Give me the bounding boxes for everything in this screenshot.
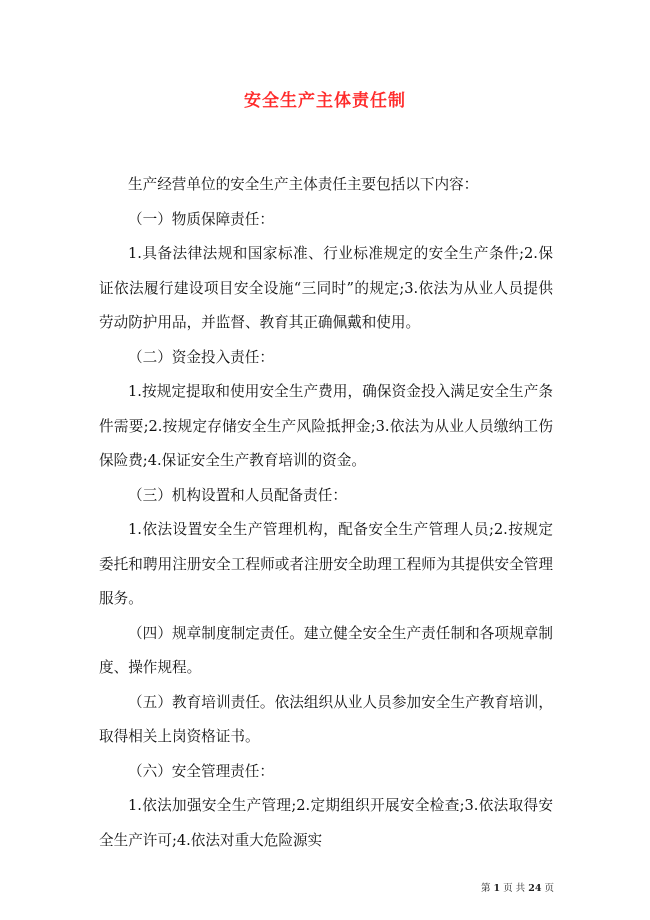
paragraph-heading-6: （六）安全管理责任： bbox=[128, 762, 274, 780]
document-body bbox=[99, 168, 553, 858]
footer-suffix: 页 bbox=[544, 883, 554, 894]
paragraph-heading-4: （四）规章制度制定责任。建立健全安全生产责任制和各项规章制度、操作规程。 bbox=[99, 624, 553, 676]
paragraph-intro: 生产经营单位的安全生产主体责任主要包括以下内容： bbox=[128, 176, 479, 193]
paragraph-heading-1: （一）物质保障责任： bbox=[128, 210, 274, 228]
paragraph-item-6: 1.依法加强安全生产管理;2.定期组织开展安全检查;3.依法取得安全生产许可;4.依法对重大危险源实 bbox=[99, 797, 553, 849]
footer-prefix: 第 bbox=[480, 883, 491, 894]
footer-total-pages: 24 bbox=[528, 883, 542, 894]
document-title: 安全生产主体责任制 bbox=[244, 91, 406, 111]
paragraph-item-3: 1.依法设置安全生产管理机构，配备安全生产管理人员;2.按规定委托和聘用注册安全工程师或者注册安全助理工程师为其提供安全管理服务。 bbox=[99, 521, 553, 607]
footer-page-number: 1 bbox=[493, 883, 501, 894]
paragraph-heading-5: （五）教育培训责任。依法组织从业人员参加安全生产教育培训，取得相关上岗资格证书。 bbox=[99, 693, 553, 745]
page-number-footer bbox=[481, 880, 554, 894]
paragraph-heading-3: （三）机构设置和人员配备责任： bbox=[128, 486, 347, 504]
footer-middle: 页 共 bbox=[503, 883, 526, 894]
paragraph-heading-2: （二）资金投入责任： bbox=[128, 348, 274, 366]
paragraph-item-2: 1.按规定提取和使用安全生产费用，确保资金投入满足安全生产条件需要;2.按规定存储安全生产风险抵押金;3.依法为从业人员缴纳工伤保险费;4.保证安全生产教育培训的资金。 bbox=[99, 383, 553, 469]
paragraph-item-1: 1.具备法律法规和国家标准、行业标准规定的安全生产条件;2.保证依法履行建设项目安全设施“三同时”的规定;3.依法为从业人员提供劳动防护用品，并监督、教育其正确佩戴和使用。 bbox=[99, 245, 553, 331]
